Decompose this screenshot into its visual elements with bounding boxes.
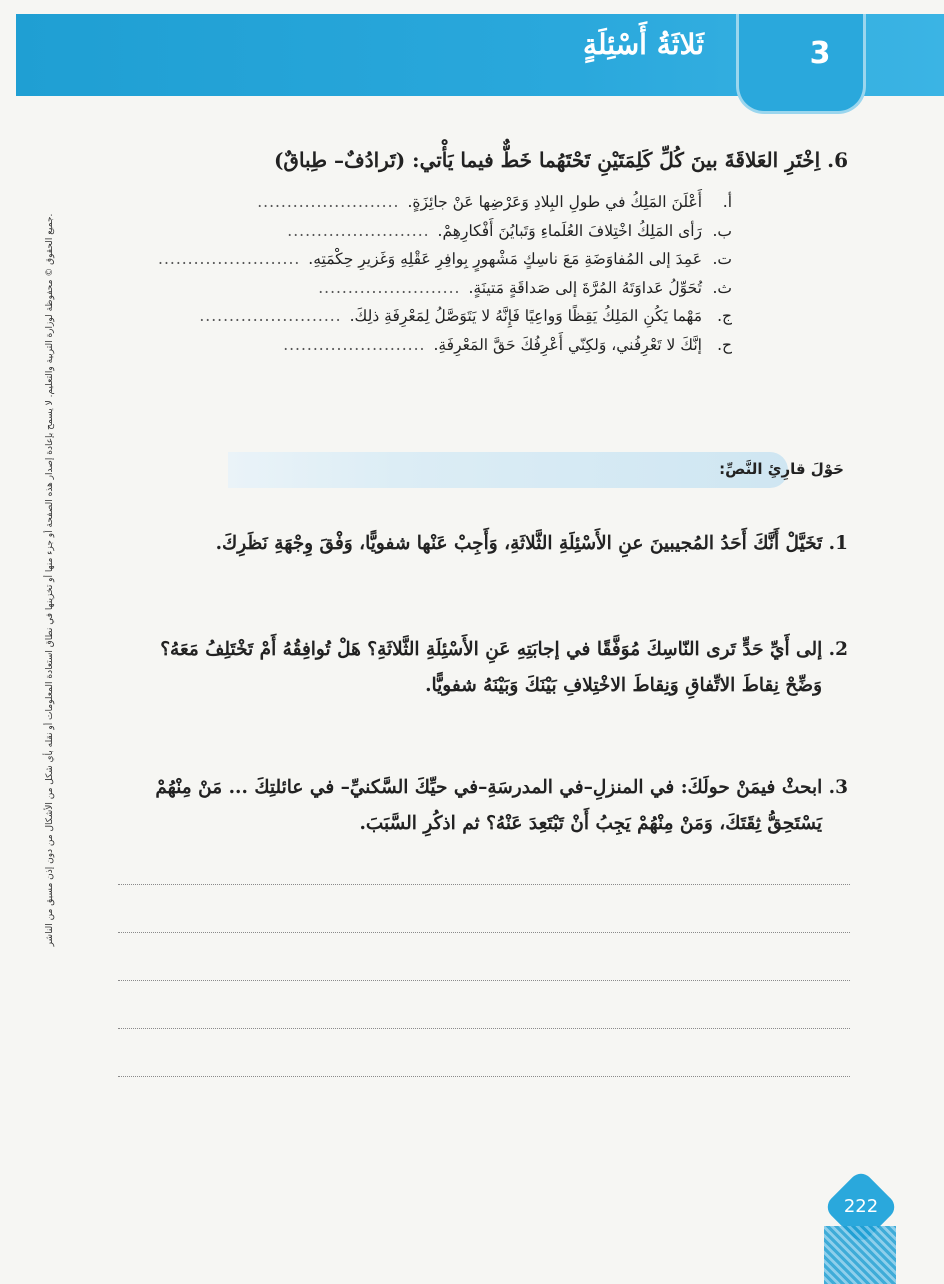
item-text: إنَّكَ لا تَعْرِفُني، وَلكِنّي أَعْرِفُكَ حَقَّ المَعْرِفَةِ. — [433, 335, 702, 354]
page-number: 222 — [843, 1196, 879, 1217]
item-label: ت. — [712, 250, 732, 268]
answer-dots[interactable]: ........................ — [257, 193, 400, 211]
question-1 — [78, 526, 848, 562]
lesson-title: ثَلاثَةُ أَسْئِلَةٍ — [582, 28, 704, 61]
item-label: ث. — [712, 278, 732, 297]
item-text: رَأى المَلِكُ اخْتِلافَ العُلَماءِ وَتَبايُنَ أَفْكارِهِمْ. — [437, 221, 702, 240]
item-label: ب. — [712, 221, 732, 240]
question-2 — [78, 632, 848, 704]
exercise-item — [112, 245, 732, 274]
item-label: ح. — [717, 335, 732, 354]
question-3 — [78, 770, 848, 842]
answer-dots[interactable]: ........................ — [283, 335, 426, 354]
answer-dots[interactable]: ........................ — [199, 307, 342, 325]
item-text: أَعْلَنَ المَلِكُ في طولِ البِلادِ وَعَرْضِها عَنْ جائِزَةٍ. — [407, 193, 702, 211]
question-text: 3. ابحثْ فيمَنْ حولَكَ: في المنزلِ–في المدرسَةِ–في حيِّكَ السَّكنيِّ– في عائلتِكَ ... مَنْ مِنْهُمْ — [155, 777, 848, 798]
copyright-text: جميع الحقوق © محفوظة لوزارة التربية والتعليم. لا يسمح بإعادة إصدار هذه الصفحة أو جزء منها أو تخزينها في نطاق استعادة المعلومات أو نقله بأي شكل من الأشكال من دون إذن مسبق من الناشر. — [45, 213, 55, 947]
exercise-6-title: 6. اِخْتَرِ العَلاقَةَ بينَ كُلِّ كَلِمَتَيْنِ تَحْتَهُما خَطٌّ فيما يَأْتي: (تَرادُفٌ– طِباقٌ) — [273, 148, 848, 172]
copyright-note — [20, 213, 80, 947]
question-text: 2. إلى أَيِّ حَدٍّ تَرى النّاسِكَ مُوَفَّقًا في إجابَتِهِ عَنِ الأَسْئِلَةِ الثَّلاثَةِ؟ هَلْ تُوافِقُهُ أَمْ تَخْتَلِفُ مَعَهُ؟ — [160, 639, 848, 660]
exercise-item — [112, 188, 732, 217]
corner-pattern — [824, 1226, 896, 1284]
answer-dots[interactable]: ........................ — [158, 250, 301, 268]
answer-line[interactable] — [118, 1076, 850, 1077]
item-label: ج. — [717, 307, 732, 325]
question-text: 1. تَخَيَّلْ أَنَّكَ أَحَدُ المُجيبينَ عنِ الأَسْئِلَةِ الثَّلاثَةِ، وَأَجِبْ عَنْها شفويًّا، وَفْقَ وِجْهَةِ نَظَرِكَ. — [215, 533, 848, 554]
lesson-number: 3 — [809, 36, 831, 71]
answer-line[interactable] — [118, 932, 850, 933]
answer-line[interactable] — [118, 884, 850, 885]
exercise-6-items — [112, 188, 732, 359]
answer-line[interactable] — [118, 1028, 850, 1029]
question-text-continued: يَسْتَحِقُّ ثِقَتَكَ، وَمَنْ مِنْهُمْ يَجِبُ أَنْ تَبْتَعِدَ عَنْهُ؟ ثم اذكُرِ السَّبَبَ. — [359, 813, 822, 834]
exercise-item — [112, 331, 732, 360]
section-heading-band — [228, 452, 788, 488]
answer-line[interactable] — [118, 980, 850, 981]
exercise-item — [112, 302, 732, 331]
item-text: مَهْما يَكُنِ المَلِكُ يَقِظًا وَواعِيًا فَإِنَّهُ لا يَتَوَصَّلُ لِمَعْرِفَةِ ذلِكَ. — [349, 307, 702, 325]
exercise-item — [112, 274, 732, 303]
item-text: تُحَوِّلُ عَداوَتَهُ المُرَّةَ إلى صَداقَةٍ مَتينَةٍ. — [468, 278, 702, 297]
item-text: عَمِدَ إلى المُفاوَضَةِ مَعَ ناسِكٍ مَشْهورٍ بِوافِرِ عَقْلِهِ وَغَزيرِ حِكْمَتِهِ. — [308, 250, 702, 268]
answer-dots[interactable]: ........................ — [287, 221, 430, 240]
item-label: أ. — [722, 193, 732, 211]
exercise-item — [112, 217, 732, 246]
question-text-continued: وَضِّحْ نِقاطَ الاتِّفاقِ وَنِقاطَ الاخْتِلافِ بَيْنَكَ وَبَيْنَهُ شفويًّا. — [425, 675, 822, 696]
section-heading: حَوْلَ قارِئِ النَّصِّ: — [719, 460, 844, 478]
answer-dots[interactable]: ........................ — [318, 278, 461, 297]
